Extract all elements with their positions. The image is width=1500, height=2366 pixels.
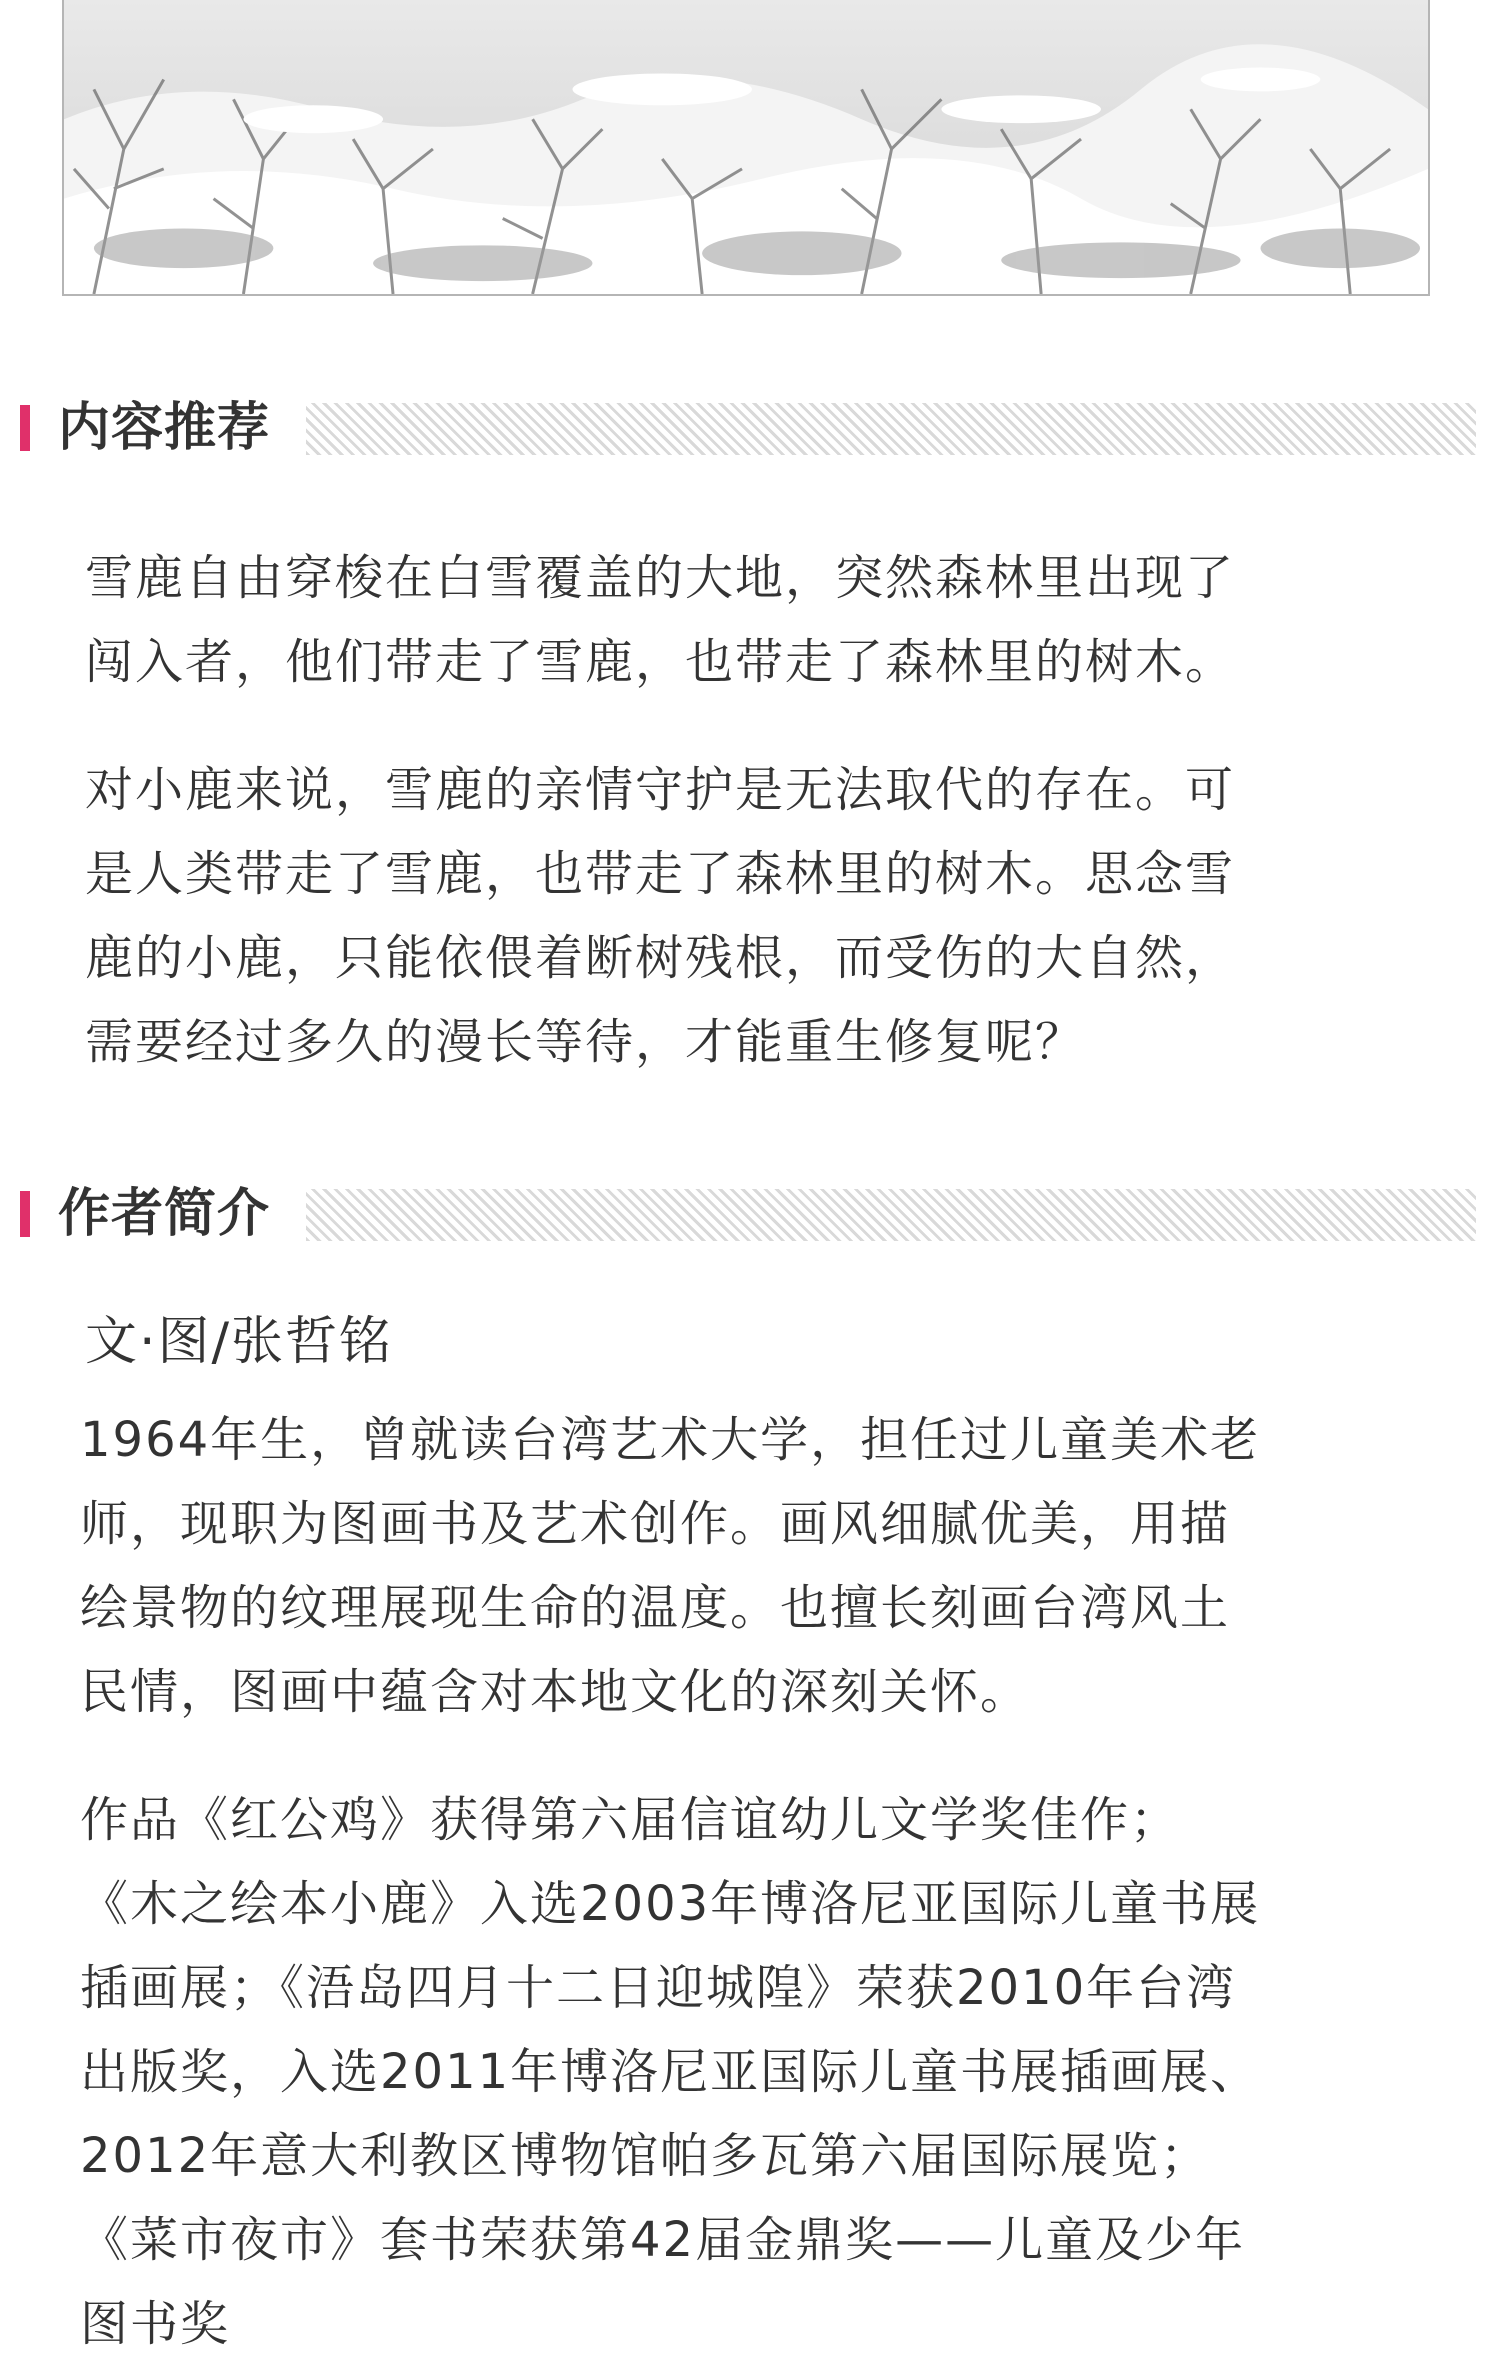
- author-byline: 文·图/张哲铭: [85, 1312, 394, 1372]
- stripe-divider: [306, 403, 1476, 455]
- illustration-artwork: [64, 0, 1428, 294]
- recommend-paragraph-1: 雪鹿自由穿梭在白雪覆盖的大地，突然森林里出现了 闯入者，他们带走了雪鹿，也带走了森林里的树木。: [85, 550, 1236, 690]
- accent-bar: [20, 405, 30, 451]
- snowy-forest-illustration: [62, 0, 1430, 296]
- section-header-recommend: [20, 397, 1476, 459]
- accent-bar: [20, 1191, 30, 1237]
- stripe-divider: [306, 1189, 1476, 1241]
- section-title: 作者简介: [58, 1184, 271, 1244]
- author-paragraph-2: 作品《红公鸡》获得第六届信谊幼儿文学奖佳作； 《木之绘本小鹿》入选2003年博洛尼亚国际儿童书展 插画展；《浯岛四月十二日迎城隍》荣获2010年台湾 出版奖，入选2011年博洛尼亚国际儿童书展插画展、 2012年意大利教区博物馆帕多瓦第六届国际展览； 《菜市夜市》套书荣获第42届金鼎奖——儿童及少年 图书奖: [80, 1792, 1261, 2352]
- section-title: 内容推荐: [58, 398, 271, 458]
- section-header-author: [20, 1183, 1476, 1245]
- recommend-paragraph-2: 对小鹿来说，雪鹿的亲情守护是无法取代的存在。可 是人类带走了雪鹿，也带走了森林里的树木。思念雪 鹿的小鹿，只能依偎着断树残根，而受伤的大自然， 需要经过多久的漫长等待，才能重生修复呢？: [85, 762, 1236, 1070]
- author-paragraph-1: 1964年生，曾就读台湾艺术大学，担任过儿童美术老 师，现职为图画书及艺术创作。画风细腻优美，用描 绘景物的纹理展现生命的温度。也擅长刻画台湾风土 民情，图画中蕴含对本地文化的深刻关怀。: [80, 1412, 1261, 1720]
